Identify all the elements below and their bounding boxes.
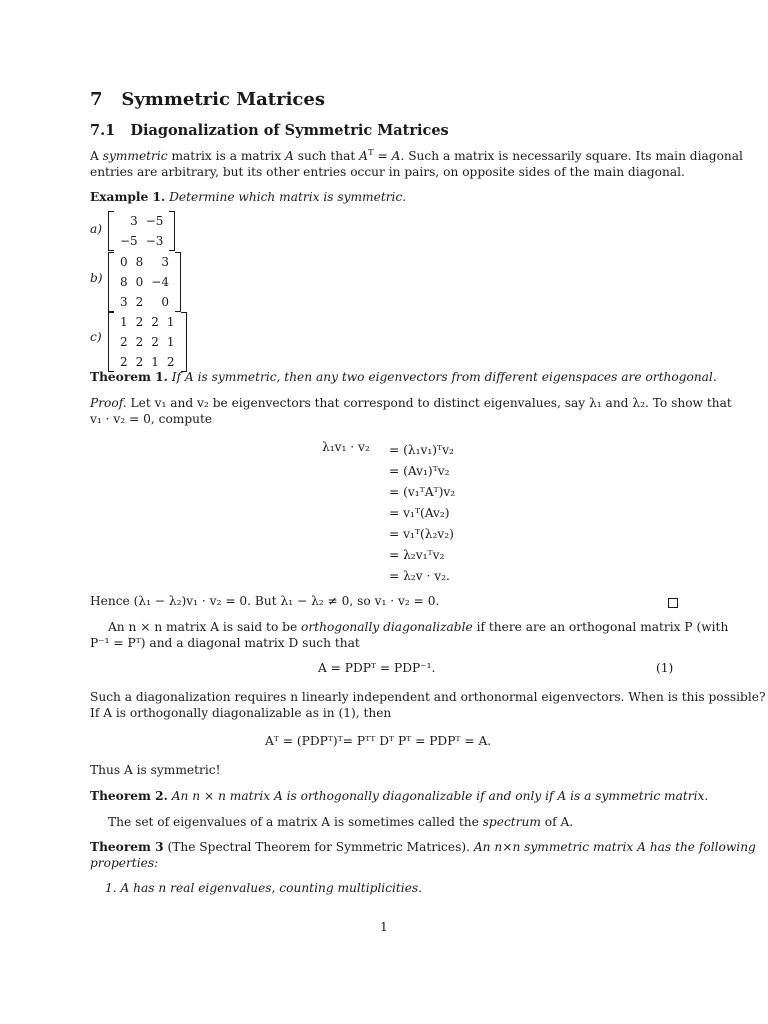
matrix-entry: 2 [135, 355, 144, 369]
term-symmetric: symmetric [102, 149, 168, 163]
theorem-2-text: An n × n matrix A is orthogonally diagonalizable if and only if A is a symmetric matrix. [171, 789, 709, 803]
matrix-entry: 2 [120, 355, 128, 369]
matrix-entry: −5 [120, 234, 138, 248]
proof-eq-line: = v₁ᵀ(Av₂) [389, 506, 450, 520]
matrix-entry: −5 [145, 214, 164, 228]
matrix-entry: 2 [120, 335, 128, 349]
term-orth-diag: orthogonally diagonalizable [301, 620, 473, 634]
matrix-left-bracket [108, 211, 114, 251]
matrix-entry: 0 [120, 255, 128, 269]
matrix-left-bracket [108, 312, 114, 372]
matrix-c [108, 312, 187, 372]
matrix-b-label: b) [90, 271, 103, 285]
theorem-3-line-1: Theorem 3 (The Spectral Theorem for Symmetric Matrices). An n×n symmetric matrix A has the following [90, 840, 756, 854]
section-number: 7 [90, 89, 103, 110]
matrix-row [116, 252, 173, 272]
theorem-3-line-2: properties: [90, 856, 159, 870]
qed-symbol [668, 598, 678, 608]
matrix-entry: −3 [145, 234, 164, 248]
proof-label: Proof. [90, 396, 127, 410]
proof-eq-line: = (λ₁v₁)ᵀv₂ [389, 443, 454, 457]
proof-line-2: v₁ · v₂ = 0, compute [90, 412, 213, 426]
proof-eq-line: = v₁ᵀ(λ₂v₂) [389, 527, 454, 541]
matrix-right-bracket [169, 211, 175, 251]
theorem-2-label: Theorem 2. [90, 789, 168, 803]
spectrum-sentence: The set of eigenvalues of a matrix A is sometimes called the spectrum of A. [108, 815, 574, 829]
section-title: Symmetric Matrices [121, 89, 325, 110]
matrix-row [116, 332, 179, 352]
matrix-entry: 1 [166, 315, 175, 329]
req-line-2: If A is orthogonally diagonalizable as in (1), then [90, 706, 392, 720]
theorem-1 [90, 370, 717, 386]
theorem-3-item-1: 1. A has n real eigenvalues, counting multiplicities. [105, 881, 423, 895]
matrix-c-label: c) [90, 330, 102, 344]
intro-line-1: A symmetric matrix is a matrix A such that $A^T = A$. Such a matrix is necessarily square. Its main diagonal [90, 147, 743, 163]
matrix-a [108, 211, 175, 251]
matrix-entry: 3 [120, 295, 128, 309]
intro-line-2: entries are arbitrary, but its other entries occur in pairs, on opposite sides of the main diagonal. [90, 165, 685, 179]
term-spectrum: spectrum [482, 815, 541, 829]
example-text: Determine which matrix is symmetric. [169, 190, 407, 204]
matrix-entry: 2 [135, 295, 144, 309]
matrix-entry: 2 [135, 335, 144, 349]
matrix-b [108, 252, 181, 312]
matrix-entry: 2 [135, 315, 144, 329]
subsection-title: Diagonalization of Symmetric Matrices [130, 122, 449, 139]
subsection-heading [90, 122, 449, 141]
theorem-1-text: If A is symmetric, then any two eigenvectors from different eigenspaces are orthogonal. [171, 370, 717, 384]
proof-line-1: Proof. Let v₁ and v₂ be eigenvectors that correspond to distinct eigenvalues, say λ₁ and λ₂. To show that [90, 396, 732, 410]
matrix-right-bracket [181, 312, 187, 372]
matrix-row [116, 272, 173, 292]
matrix-right-bracket [175, 252, 181, 312]
transpose-equation: Aᵀ = (PDPᵀ)ᵀ= Pᵀᵀ Dᵀ Pᵀ = PDPᵀ = A. [265, 734, 492, 748]
matrix-entry: 1 [120, 315, 128, 329]
page-number: 1 [380, 920, 388, 934]
matrix-row [116, 352, 179, 372]
theorem-3-label: Theorem 3 [90, 840, 164, 854]
matrix-entry: 1 [166, 335, 175, 349]
matrix-entry: 0 [161, 295, 169, 309]
equation-1: A = PDPᵀ = PDP⁻¹. [318, 661, 436, 675]
proof-eq-line: = λ₂v · v₂. [389, 569, 450, 583]
equation-1-number: (1) [656, 661, 674, 675]
matrix-row [116, 292, 173, 312]
proof-eq-rhs [389, 440, 455, 587]
orth-line-2: P⁻¹ = Pᵀ) and a diagonal matrix D such that [90, 636, 360, 650]
matrix-left-bracket [108, 252, 114, 312]
theorem-1-label: Theorem 1. [90, 370, 168, 384]
orth-line-1: An n × n matrix A is said to be orthogonally diagonalizable if there are an orthogonal matrix P (with [108, 620, 729, 634]
subsection-number: 7.1 [90, 122, 116, 139]
proof-eq-line: = (Av₁)ᵀv₂ [389, 464, 450, 478]
matrix-row [116, 312, 179, 332]
proof-eq-line: = λ₂v₁ᵀv₂ [389, 548, 445, 562]
matrix-a-label: a) [90, 222, 103, 236]
matrix-entry: 1 [151, 355, 159, 369]
example-label: Example 1. [90, 190, 166, 204]
matrix-entry: 8 [120, 275, 128, 289]
matrix-entry: 8 [135, 255, 144, 269]
proof-eq-lhs: λ₁v₁ · v₂ [322, 440, 370, 454]
matrix-row [116, 231, 167, 251]
example-1 [90, 190, 406, 206]
matrix-entry: 0 [135, 275, 144, 289]
matrix-entry: 3 [161, 255, 169, 269]
section-heading [90, 88, 325, 111]
matrix-row [116, 211, 167, 231]
matrix-entry: 2 [151, 335, 159, 349]
req-line-1: Such a diagonalization requires n linearly independent and orthonormal eigenvectors. When is this possible? [90, 690, 766, 704]
matrix-entry: 2 [151, 315, 159, 329]
proof-conclusion: Hence (λ₁ − λ₂)v₁ · v₂ = 0. But λ₁ − λ₂ ≠ 0, so v₁ · v₂ = 0. [90, 594, 440, 608]
matrix-entry: −4 [151, 275, 169, 289]
matrix-entry: 2 [166, 355, 175, 369]
matrix-entry: 3 [130, 214, 138, 228]
proof-eq-line: = (v₁ᵀAᵀ)v₂ [389, 485, 456, 499]
theorem-2 [90, 789, 708, 805]
thus-symmetric: Thus A is symmetric! [90, 763, 221, 777]
